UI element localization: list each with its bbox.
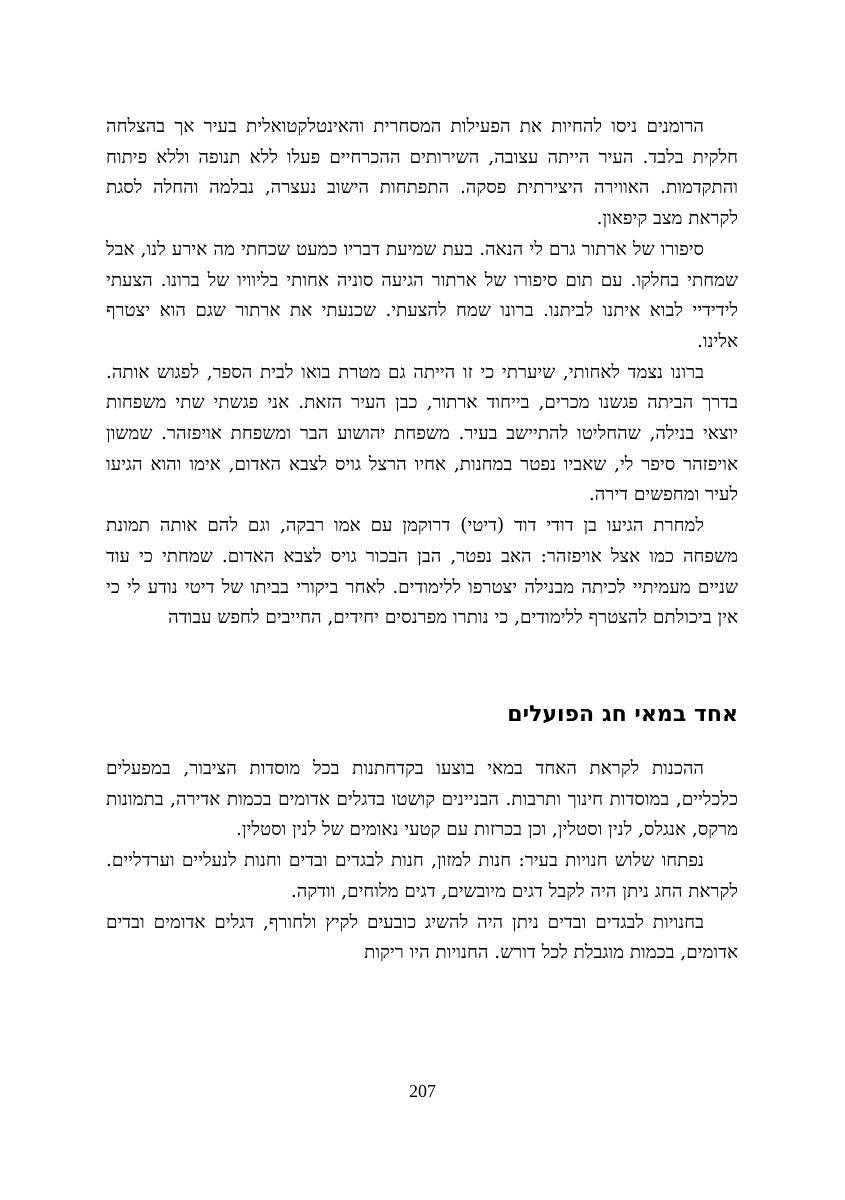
paragraph: נפתחו שלוש חנויות בעיר: חנות למזון, חנות לבגדים ובדים וחנות לנעליים וערדליים. לקראת החג ניתן היה לקבל דגים מיובשים, דגים מלוחים, וודקה. <box>106 850 738 902</box>
section-heading: אחד במאי חג הפועלים <box>507 702 738 727</box>
page-number: 207 <box>409 1081 436 1101</box>
paragraph: ההכנות לקראת האחד במאי בוצעו בקדחתנות בכל מוסדות הציבור, במפעלים כלכליים, במוסדות חינוך ותרבות. הבניינים קושטו בדגלים אדומים בכמות אדירה, בתמונות מרקס, אנגלס, לנין וסטלין, וכן בכרזות עם קטעי נאומים של לנין וסטלין. <box>106 758 738 841</box>
body-text-before-heading <box>106 112 738 634</box>
paragraph: סיפורו של ארתור גרם לי הנאה. בעת שמיעת דבריו כמעט שכחתי מה אירע לנו, אבל שמחתי בחלקו. עם תום סיפורו של ארתור הגיעה סוניה אחותי בליוויו של ברונו. הצעתי לידידיי לבוא איתנו לביתנו. ברונו שמח להצעתי. שכנעתי את ארתור שגם הוא יצטרף אלינו. <box>106 238 738 352</box>
body-text-after-heading <box>106 754 738 969</box>
paragraph: למחרת הגיעו בן דודי דוד (דיטי) דרוקמן עם אמו רבקה, וגם להם אותה תמונת משפחה כמו אצל אויפזהר: האב נפטר, הבן הבכור גויס לצבא האדום. שמחתי כי עוד שניים מעמיתיי לכיתה מבנילה יצטרפו ללימודים. לאחר ביקורי בביתו של דיטי נודע לי כי אין ביכולתם להצטרף ללימודים, כי נותרו מפרנסים יחידים, החייבים לחפש עבודה <box>106 515 738 629</box>
paragraph: בחנויות לבגדים ובדים ניתן היה להשיג כובעים לקיץ ולחורף, דגלים אדומים ובדים אדומים, בכמות מוגבלת לכל דורש. החנויות היו ריקות <box>106 911 738 964</box>
paragraph: ברונו נצמד לאחותי, שיערתי כי זו הייתה גם מטרת בואו לבית הספר, לפגוש אותה. בדרך הביתה פגשנו מכרים, בייחוד ארתור, כבן העיר הזאת. אני פגשתי שתי משפחות יוצאי בנילה, שהחליטו להתיישב בעיר. משפחת יהושוע הבר ומשפחת אויפזהר. שמשון אויפזהר סיפר לי, שאביו נפטר במחנות, אחיו הרצל גויס לצבא האדום, אימו והוא הגיעו לעיר ומחפשים דירה. <box>106 361 738 506</box>
paragraph: הרומנים ניסו להחיות את הפעילות המסחרית והאינטלקטואלית בעיר אך בהצלחה חלקית בלבד. העיר הייתה עצובה, השירותים ההכרחיים פעלו ללא תנופה וללא פיתוח והתקדמות. האווירה היצירתית פסקה. התפתחות הישוב נעצרה, נבלמה והחלה לסגת לקראת מצב קיפאון. <box>106 116 738 230</box>
